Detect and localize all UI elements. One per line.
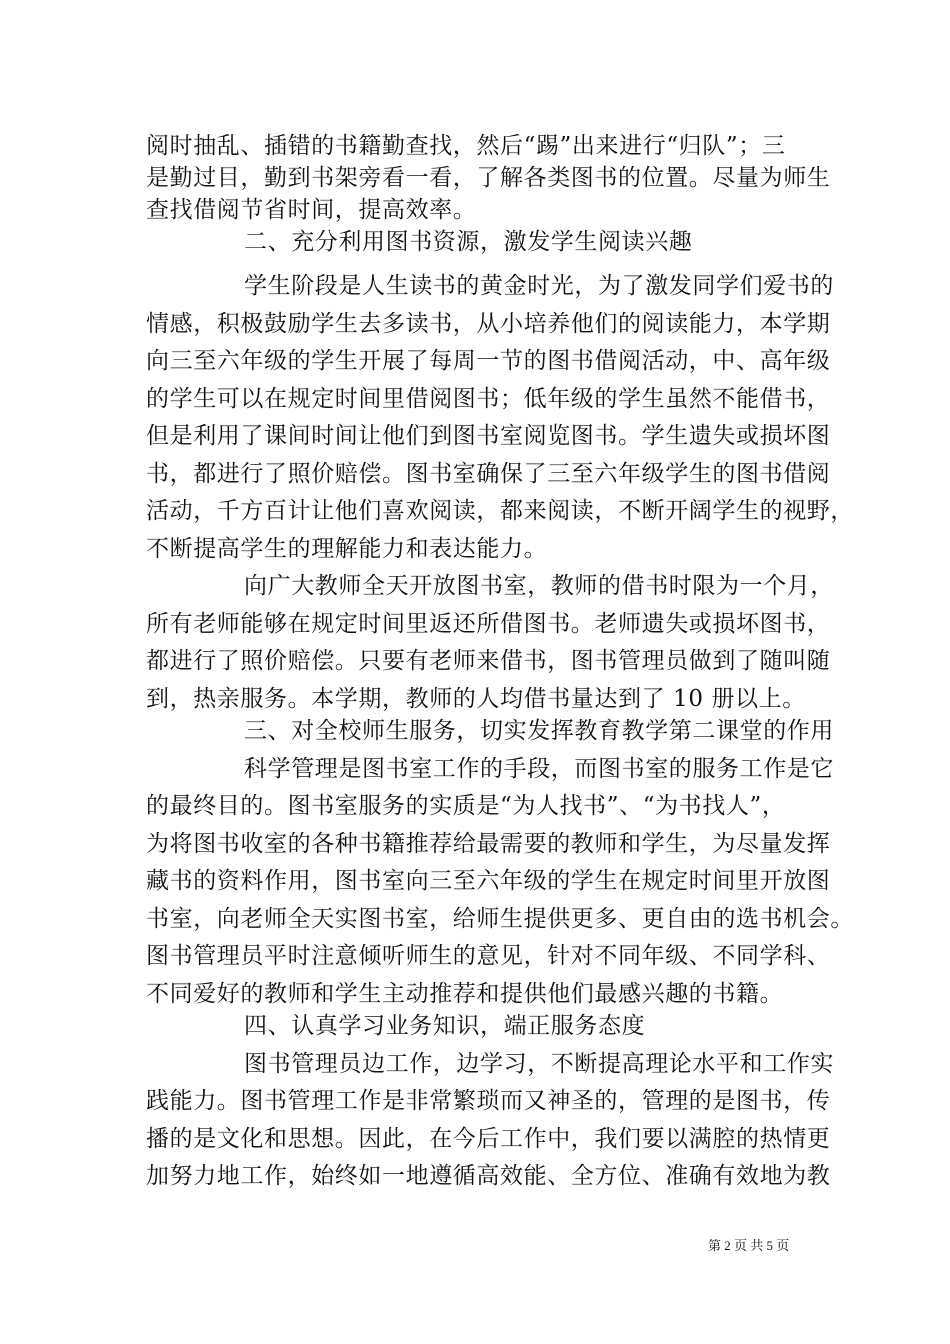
text-line: 活动，千方百计让他们喜欢阅读，都来阅读，不断开阔学生的视野，: [146, 498, 854, 524]
text-line: 为将图书收室的各种书籍推荐给最需要的教师和学生，为尽量发挥: [146, 831, 831, 857]
paragraph-first-line: 科学管理是图书室工作的手段，而图书室的服务工作是它: [244, 756, 834, 782]
text-line: 不断提高学生的理解能力和表达能力。: [146, 536, 548, 562]
text-line: 情感，积极鼓励学生去多读书，从小培养他们的阅读能力，本学期: [146, 311, 831, 337]
text-line: 阅时抽乱、插错的书籍勤查找，然后“踢”出来进行“归队”；三: [146, 133, 786, 159]
text-line: 书，都进行了照价赔偿。图书室确保了三至六年级学生的图书借阅: [146, 461, 831, 487]
text-line: 播的是文化和思想。因此，在今后工作中，我们要以满腔的热情更: [146, 1126, 831, 1152]
paragraph-first-line: 学生阶段是人生读书的黄金时光，为了激发同学们爱书的: [244, 273, 834, 299]
text-line: 书室，向老师全天实图书室，给师生提供更多、更自由的选书机会。: [146, 906, 854, 932]
text-line: 加努力地工作，始终如一地遵循高效能、全方位、准确有效地为教: [146, 1163, 831, 1189]
page-number-footer: 第 2 页 共 5 页: [708, 1238, 790, 1253]
section-heading: 二、充分利用图书资源，激发学生阅读兴趣: [244, 229, 693, 255]
text-line: 都进行了照价赔偿。只要有老师来借书，图书管理员做到了随叫随: [146, 648, 831, 674]
text-line: 的学生可以在规定时间里借阅图书；低年级的学生虽然不能借书，: [146, 386, 831, 412]
text-line: 的最终目的。图书室服务的实质是“为人找书”、“为书找人”，: [146, 793, 786, 819]
text-line: 向三至六年级的学生开展了每周一节的图书借阅活动，中、高年级: [146, 348, 831, 374]
paragraph-first-line: 图书管理员边工作，边学习，不断提高理论水平和工作实: [244, 1051, 834, 1077]
paragraph-first-line: 向广大教师全天开放图书室，教师的借书时限为一个月，: [244, 573, 834, 599]
text-line: 但是利用了课间时间让他们到图书室阅览图书。学生遗失或损坏图: [146, 423, 831, 449]
text-line: 查找借阅节省时间，提高效率。: [146, 197, 477, 223]
text-line: 不同爱好的教师和学生主动推荐和提供他们最感兴趣的书籍。: [146, 981, 784, 1007]
text-line: 践能力。图书管理工作是非常繁琐而又神圣的，管理的是图书，传: [146, 1088, 831, 1114]
text-line: 图书管理员平时注意倾听师生的意见，针对不同年级、不同学科、: [146, 943, 831, 969]
text-line: 所有老师能够在规定时间里返还所借图书。老师遗失或损坏图书，: [146, 611, 831, 637]
section-heading: 三、对全校师生服务，切实发挥教育教学第二课堂的作用: [244, 718, 834, 744]
section-heading: 四、认真学习业务知识，端正服务态度: [244, 1013, 646, 1039]
text-line: 到，热亲服务。本学期，教师的人均借书量达到了 10 册以上。: [146, 686, 806, 712]
text-line: 是勤过目，勤到书架旁看一看，了解各类图书的位置。尽量为师生: [146, 165, 831, 191]
text-line: 藏书的资料作用，图书室向三至六年级的学生在规定时间里开放图: [146, 868, 831, 894]
